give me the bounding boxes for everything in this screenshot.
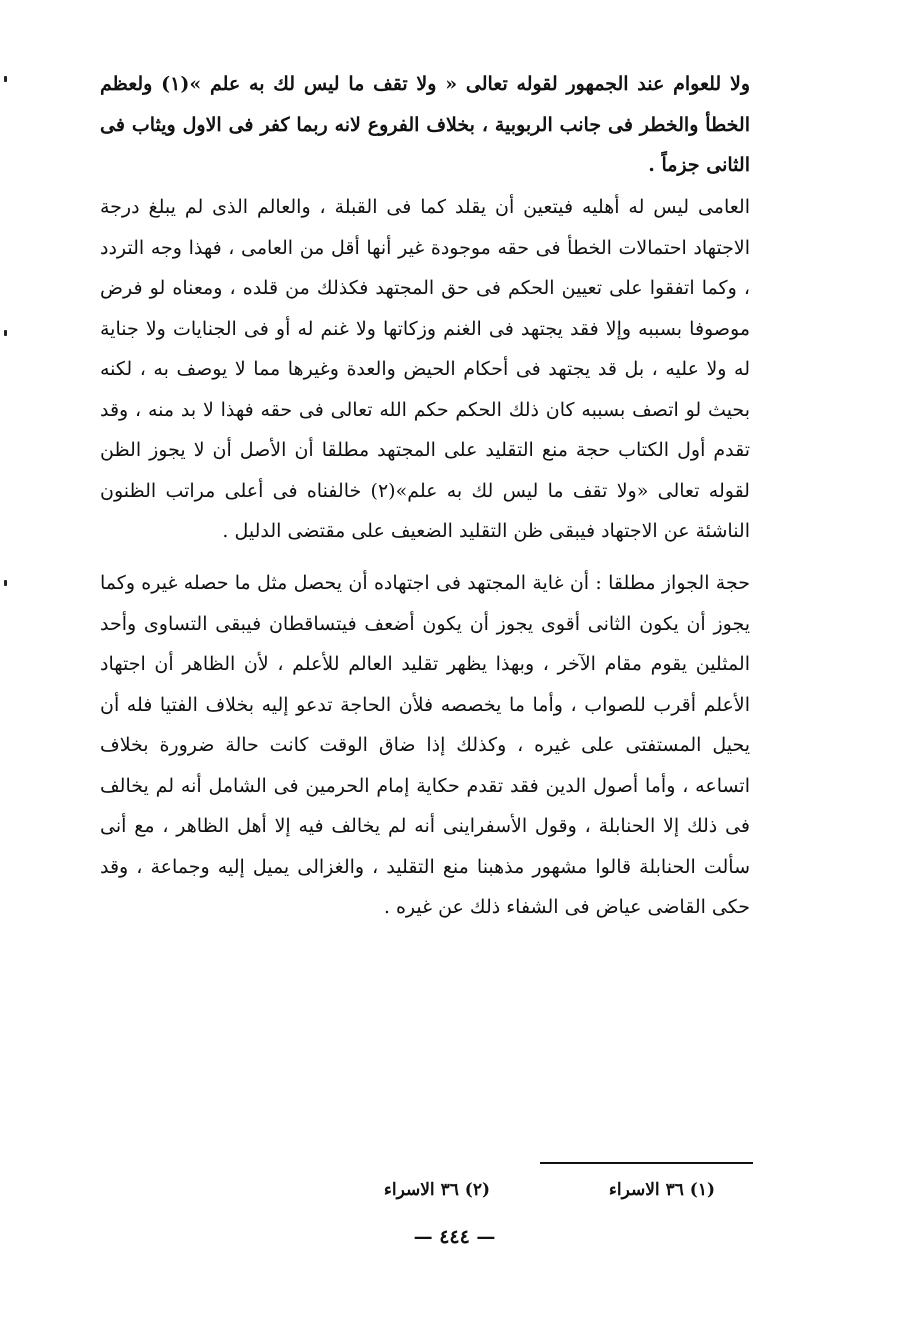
intro-paragraph xyxy=(100,64,750,186)
body-paragraph-1 xyxy=(100,187,750,552)
footnote-1: (١) ٣٦ الاسراء xyxy=(608,1180,715,1200)
footnote-2: (٢) ٣٦ الاسراء xyxy=(383,1180,490,1200)
body-paragraph-1-text: العامى ليس له أهليه فيتعين أن يقلد كما فى القبلة ، والعالم الذى لم يبلغ درجة الاجتهاد احتمالات الخطأ فى حقه موجودة غير أنها أقل من العامى ، فهذا وجه التردد ، وكما اتفقوا على تعيين الحكم فى حق المجتهد فكذلك من قلده ، ومعناه لو فرض موصوفا بسببه وإلا فقد يجتهد فى الغنم وزكاتها ولا غنم له أو فى الجنايات ولا جناية له ولا عليه ، بل قد يجتهد فى أحكام الحيض والعدة وغيرها مما لا يوصف به ، لكنه بحيث لو اتصف بسببه كان ذلك الحكم حكم الله تعالى فى حقه فهذا لا بد منه ، وقد تقدم أول الكتاب حجة منع التقليد على المجتهد مطلقا أن الأصل أن لا يجوز الظن لقوله تعالى «ولا تقف ما ليس لك به علم»(٢) خالفناه فى أعلى مراتب الظنون الناشئة عن الاجتهاد فيبقى ظن التقليد الضعيف على مقتضى الدليل . xyxy=(100,196,750,542)
scan-speck xyxy=(4,330,7,336)
scan-speck xyxy=(4,76,7,82)
scan-speck xyxy=(4,580,7,586)
body-paragraph-2 xyxy=(100,563,750,928)
page-number: — ٤٤٤ — xyxy=(413,1226,496,1248)
intro-paragraph-text: ولا للعوام عند الجمهور لقوله تعالى « ولا تقف ما ليس لك به علم »(١) ولعظم الخطأ والخطر فى جانب الربوبية ، بخلاف الفروع لانه ربما كفر فى الاول ويثاب فى الثانى جزماً . xyxy=(100,73,750,176)
footnote-divider xyxy=(540,1162,753,1164)
body-paragraph-2-text: حجة الجواز مطلقا : أن غاية المجتهد فى اجتهاده أن يحصل مثل ما حصله غيره وكما يجوز أن يكون الثانى أقوى يجوز أن يكون أضعف فيتساقطان فيبقى التساوى وأحد المثلين يقوم مقام الآخر ، وبهذا يظهر تقليد العالم للأعلم ، لأن الظاهر أن اجتهاد الأعلم أقرب للصواب ، وأما ما يخصصه فلأن الحاجة تدعو إليه بخلاف الفتيا فله أن يحيل المستفتى على غيره ، وكذلك إذا ضاق الوقت كانت حالة ضرورة بخلاف اتساعه ، وأما أصول الدين فقد تقدم حكاية إمام الحرمين فى الشامل أنه لم يخالف فى ذلك إلا الحنابلة ، وقول الأسفراينى أنه لم يخالف فيه إلا أهل الظاهر ، مع أنى سألت الحنابلة قالوا مشهور مذهبنا منع التقليد ، والغزالى يميل إليه وجماعة ، وقد حكى القاضى عياض فى الشفاء ذلك عن غيره . xyxy=(100,572,750,918)
